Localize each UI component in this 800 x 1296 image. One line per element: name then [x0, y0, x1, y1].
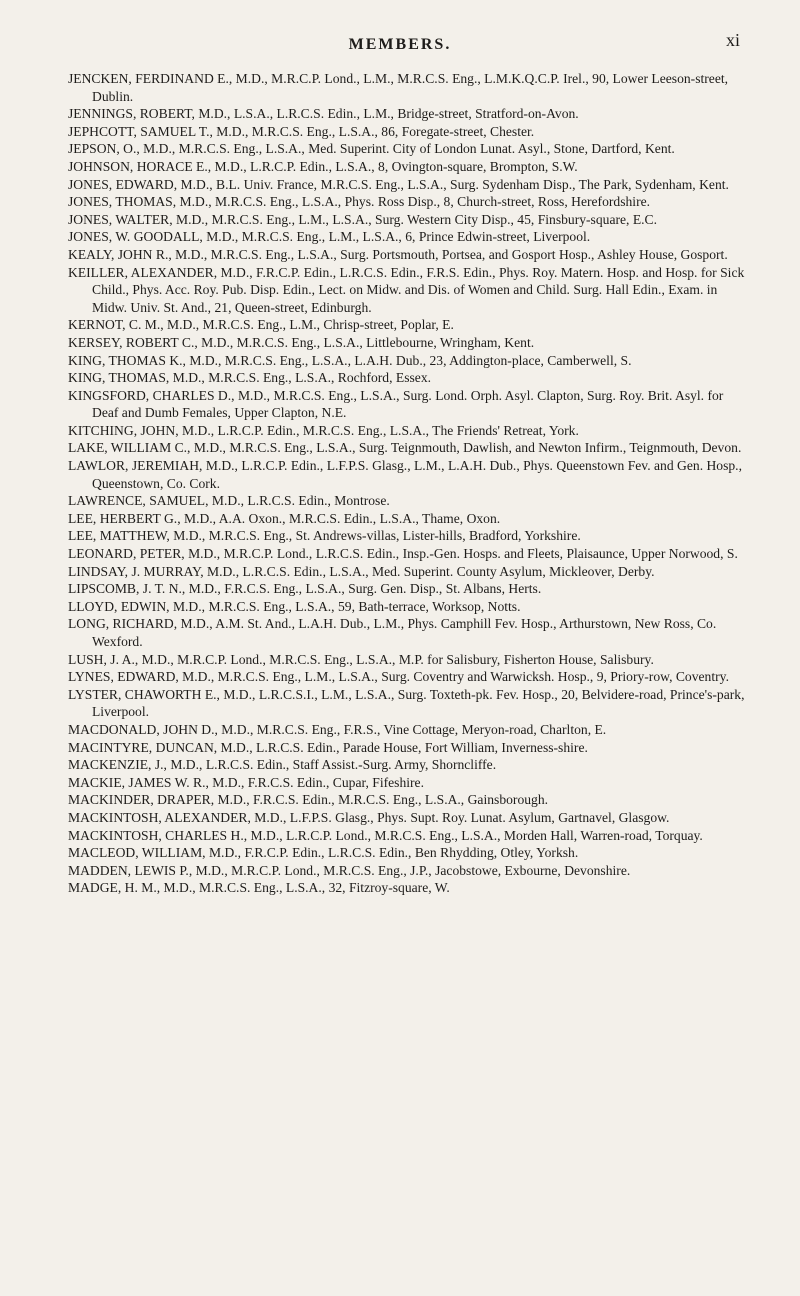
- member-entry: JONES, THOMAS, M.D., M.R.C.S. Eng., L.S.A., Phys. Ross Disp., 8, Church-street, Ross, Herefordshire.: [68, 194, 651, 210]
- running-head: MEMBERS.: [348, 36, 452, 53]
- page-header: [0, 30, 800, 66]
- member-entry: LEE, MATTHEW, M.D., M.R.C.S. Eng., St. Andrews-villas, Lister-hills, Bradford, Yorkshire.: [68, 528, 581, 544]
- member-entry: MACKIE, JAMES W. R., M.D., F.R.C.S. Edin., Cupar, Fifeshire.: [68, 774, 424, 790]
- member-entry: JONES, W. GOODALL, M.D., M.R.C.S. Eng., L.M., L.S.A., 6, Prince Edwin-street, Liverpool.: [68, 229, 591, 245]
- member-entry: MACKENZIE, J., M.D., L.R.C.S. Edin., Staff Assist.-Surg. Army, Shorncliffe.: [68, 757, 497, 773]
- member-entry: LYSTER, CHAWORTH E., M.D., L.R.C.S.I., L.M., L.S.A., Surg. Toxteth-pk. Fev. Hosp., 20, Belvidere-road, Prince's-park, Liverpool.: [68, 686, 745, 720]
- member-entry: LAKE, WILLIAM C., M.D., M.R.C.S. Eng., L.S.A., Surg. Teignmouth, Dawlish, and Newton Infirm., Teignmouth, Devon.: [68, 440, 742, 456]
- member-entry: MACLEOD, WILLIAM, M.D., F.R.C.P. Edin., L.R.C.S. Edin., Ben Rhydding, Otley, Yorksh.: [68, 845, 579, 861]
- member-entry: LAWLOR, JEREMIAH, M.D., L.R.C.P. Edin., L.F.P.S. Glasg., L.M., L.A.H. Dub., Phys. Queenstown Fev. and Gen. Hosp., Queenstown, Co. Cork.: [68, 458, 742, 491]
- member-entry: JEPSON, O., M.D., M.R.C.S. Eng., L.S.A., Med. Superint. City of London Lunat. Asyl., Stone, Dartford, Kent.: [68, 141, 675, 157]
- member-entry: LAWRENCE, SAMUEL, M.D., L.R.C.S. Edin., Montrose.: [68, 493, 390, 509]
- member-entry: JENNINGS, ROBERT, M.D., L.S.A., L.R.C.S. Edin., L.M., Bridge-street, Stratford-on-Avon.: [68, 106, 579, 122]
- member-entry: LEONARD, PETER, M.D., M.R.C.P. Lond., L.R.C.S. Edin., Insp.-Gen. Hosps. and Fleets, Plaisaunce, Upper Norwood, S.: [68, 546, 738, 562]
- member-entry: KITCHING, JOHN, M.D., L.R.C.P. Edin., M.R.C.S. Eng., L.S.A., The Friends' Retreat, York.: [68, 422, 579, 438]
- member-entry: KEALY, JOHN R., M.D., M.R.C.S. Eng., L.S.A., Surg. Portsmouth, Portsea, and Gosport Hosp., Ashley House, Gosport.: [68, 246, 728, 262]
- member-entry: JONES, EDWARD, M.D., B.L. Univ. France, M.R.C.S. Eng., L.S.A., Surg. Sydenham Disp., The Park, Sydenham, Kent.: [68, 176, 729, 192]
- member-entry: LONG, RICHARD, M.D., A.M. St. And., L.A.H. Dub., L.M., Phys. Camphill Fev. Hosp., Arthurstown, New Ross, Co. Wexford.: [68, 616, 717, 649]
- member-entry: LLOYD, EDWIN, M.D., M.R.C.S. Eng., L.S.A., 59, Bath-terrace, Worksop, Notts.: [68, 598, 521, 614]
- member-entry: KERSEY, ROBERT C., M.D., M.R.C.S. Eng., L.S.A., Littlebourne, Wringham, Kent.: [68, 334, 535, 350]
- member-entry: LIPSCOMB, J. T. N., M.D., F.R.C.S. Eng., L.S.A., Surg. Gen. Disp., St. Albans, Herts.: [68, 581, 542, 597]
- member-entry: LYNES, EDWARD, M.D., M.R.C.S. Eng., L.M., L.S.A., Surg. Coventry and Warwicksh. Hosp., 9, Priory-row, Coventry.: [68, 669, 729, 685]
- page-number: xi: [725, 30, 740, 50]
- member-entry: KERNOT, C. M., M.D., M.R.C.S. Eng., L.M., Chrisp-street, Poplar, E.: [68, 317, 454, 333]
- member-entry: LEE, HERBERT G., M.D., A.A. Oxon., M.R.C.S. Edin., L.S.A., Thame, Oxon.: [68, 510, 501, 526]
- member-entry: MADDEN, LEWIS P., M.D., M.R.C.P. Lond., M.R.C.S. Eng., J.P., Jacobstowe, Exbourne, Devonshire.: [68, 862, 631, 878]
- member-entry: KEILLER, ALEXANDER, M.D., F.R.C.P. Edin., L.R.C.S. Edin., F.R.S. Edin., Phys. Roy. Matern. Hosp. and Hosp. for Sick Child., Phys. Acc. Roy. Pub. Disp. Edin., Lect. on Midw. and Dis. of Women and Child. Surg. Hall Edin., Exam. in Midw. Univ. St. And., 21, Queen-street, Edinburgh.: [68, 264, 745, 315]
- member-entry: LUSH, J. A., M.D., M.R.C.P. Lond., M.R.C.S. Eng., L.S.A., M.P. for Salisbury, Fisherton House, Salisbury.: [68, 651, 654, 667]
- member-list: [68, 70, 748, 897]
- member-entry: JENCKEN, FERDINAND E., M.D., M.R.C.P. Lond., L.M., M.R.C.S. Eng., L.M.K.Q.C.P. Irel., 90, Lower Leeson-street, Dublin.: [68, 71, 729, 104]
- member-entry: JEPHCOTT, SAMUEL T., M.D., M.R.C.S. Eng., L.S.A., 86, Foregate-street, Chester.: [68, 123, 535, 139]
- member-entry: MACKINTOSH, CHARLES H., M.D., L.R.C.P. Lond., M.R.C.S. Eng., L.S.A., Morden Hall, Warren-road, Torquay.: [68, 827, 703, 843]
- member-entry: KING, THOMAS K., M.D., M.R.C.S. Eng., L.S.A., L.A.H. Dub., 23, Addington-place, Camberwell, S.: [68, 352, 632, 368]
- member-entry: KING, THOMAS, M.D., M.R.C.S. Eng., L.S.A., Rochford, Essex.: [68, 370, 432, 386]
- member-entry: JONES, WALTER, M.D., M.R.C.S. Eng., L.M., L.S.A., Surg. Western City Disp., 45, Finsbury-square, E.C.: [68, 211, 658, 227]
- member-entry: MACINTYRE, DUNCAN, M.D., L.R.C.S. Edin., Parade House, Fort William, Inverness-shire.: [68, 739, 588, 755]
- member-entry: MACKINTOSH, ALEXANDER, M.D., L.F.P.S. Glasg., Phys. Supt. Roy. Lunat. Asylum, Gartnavel, Glasgow.: [68, 809, 670, 825]
- member-entry: KINGSFORD, CHARLES D., M.D., M.R.C.S. Eng., L.S.A., Surg. Lond. Orph. Asyl. Clapton, Surg. Roy. Brit. Asyl. for Deaf and Dumb Females, Upper Clapton, N.E.: [68, 387, 724, 421]
- member-entry: JOHNSON, HORACE E., M.D., L.R.C.P. Edin., L.S.A., 8, Ovington-square, Brompton, S.W.: [68, 158, 578, 174]
- member-entry: MADGE, H. M., M.D., M.R.C.S. Eng., L.S.A., 32, Fitzroy-square, W.: [68, 880, 450, 896]
- member-entry: MACKINDER, DRAPER, M.D., F.R.C.S. Edin., M.R.C.S. Eng., L.S.A., Gainsborough.: [68, 792, 549, 808]
- member-entry: LINDSAY, J. MURRAY, M.D., L.R.C.S. Edin., L.S.A., Med. Superint. County Asylum, Mickleover, Derby.: [68, 563, 655, 579]
- member-entry: MACDONALD, JOHN D., M.D., M.R.C.S. Eng., F.R.S., Vine Cottage, Meryon-road, Charlton, E.: [68, 721, 607, 737]
